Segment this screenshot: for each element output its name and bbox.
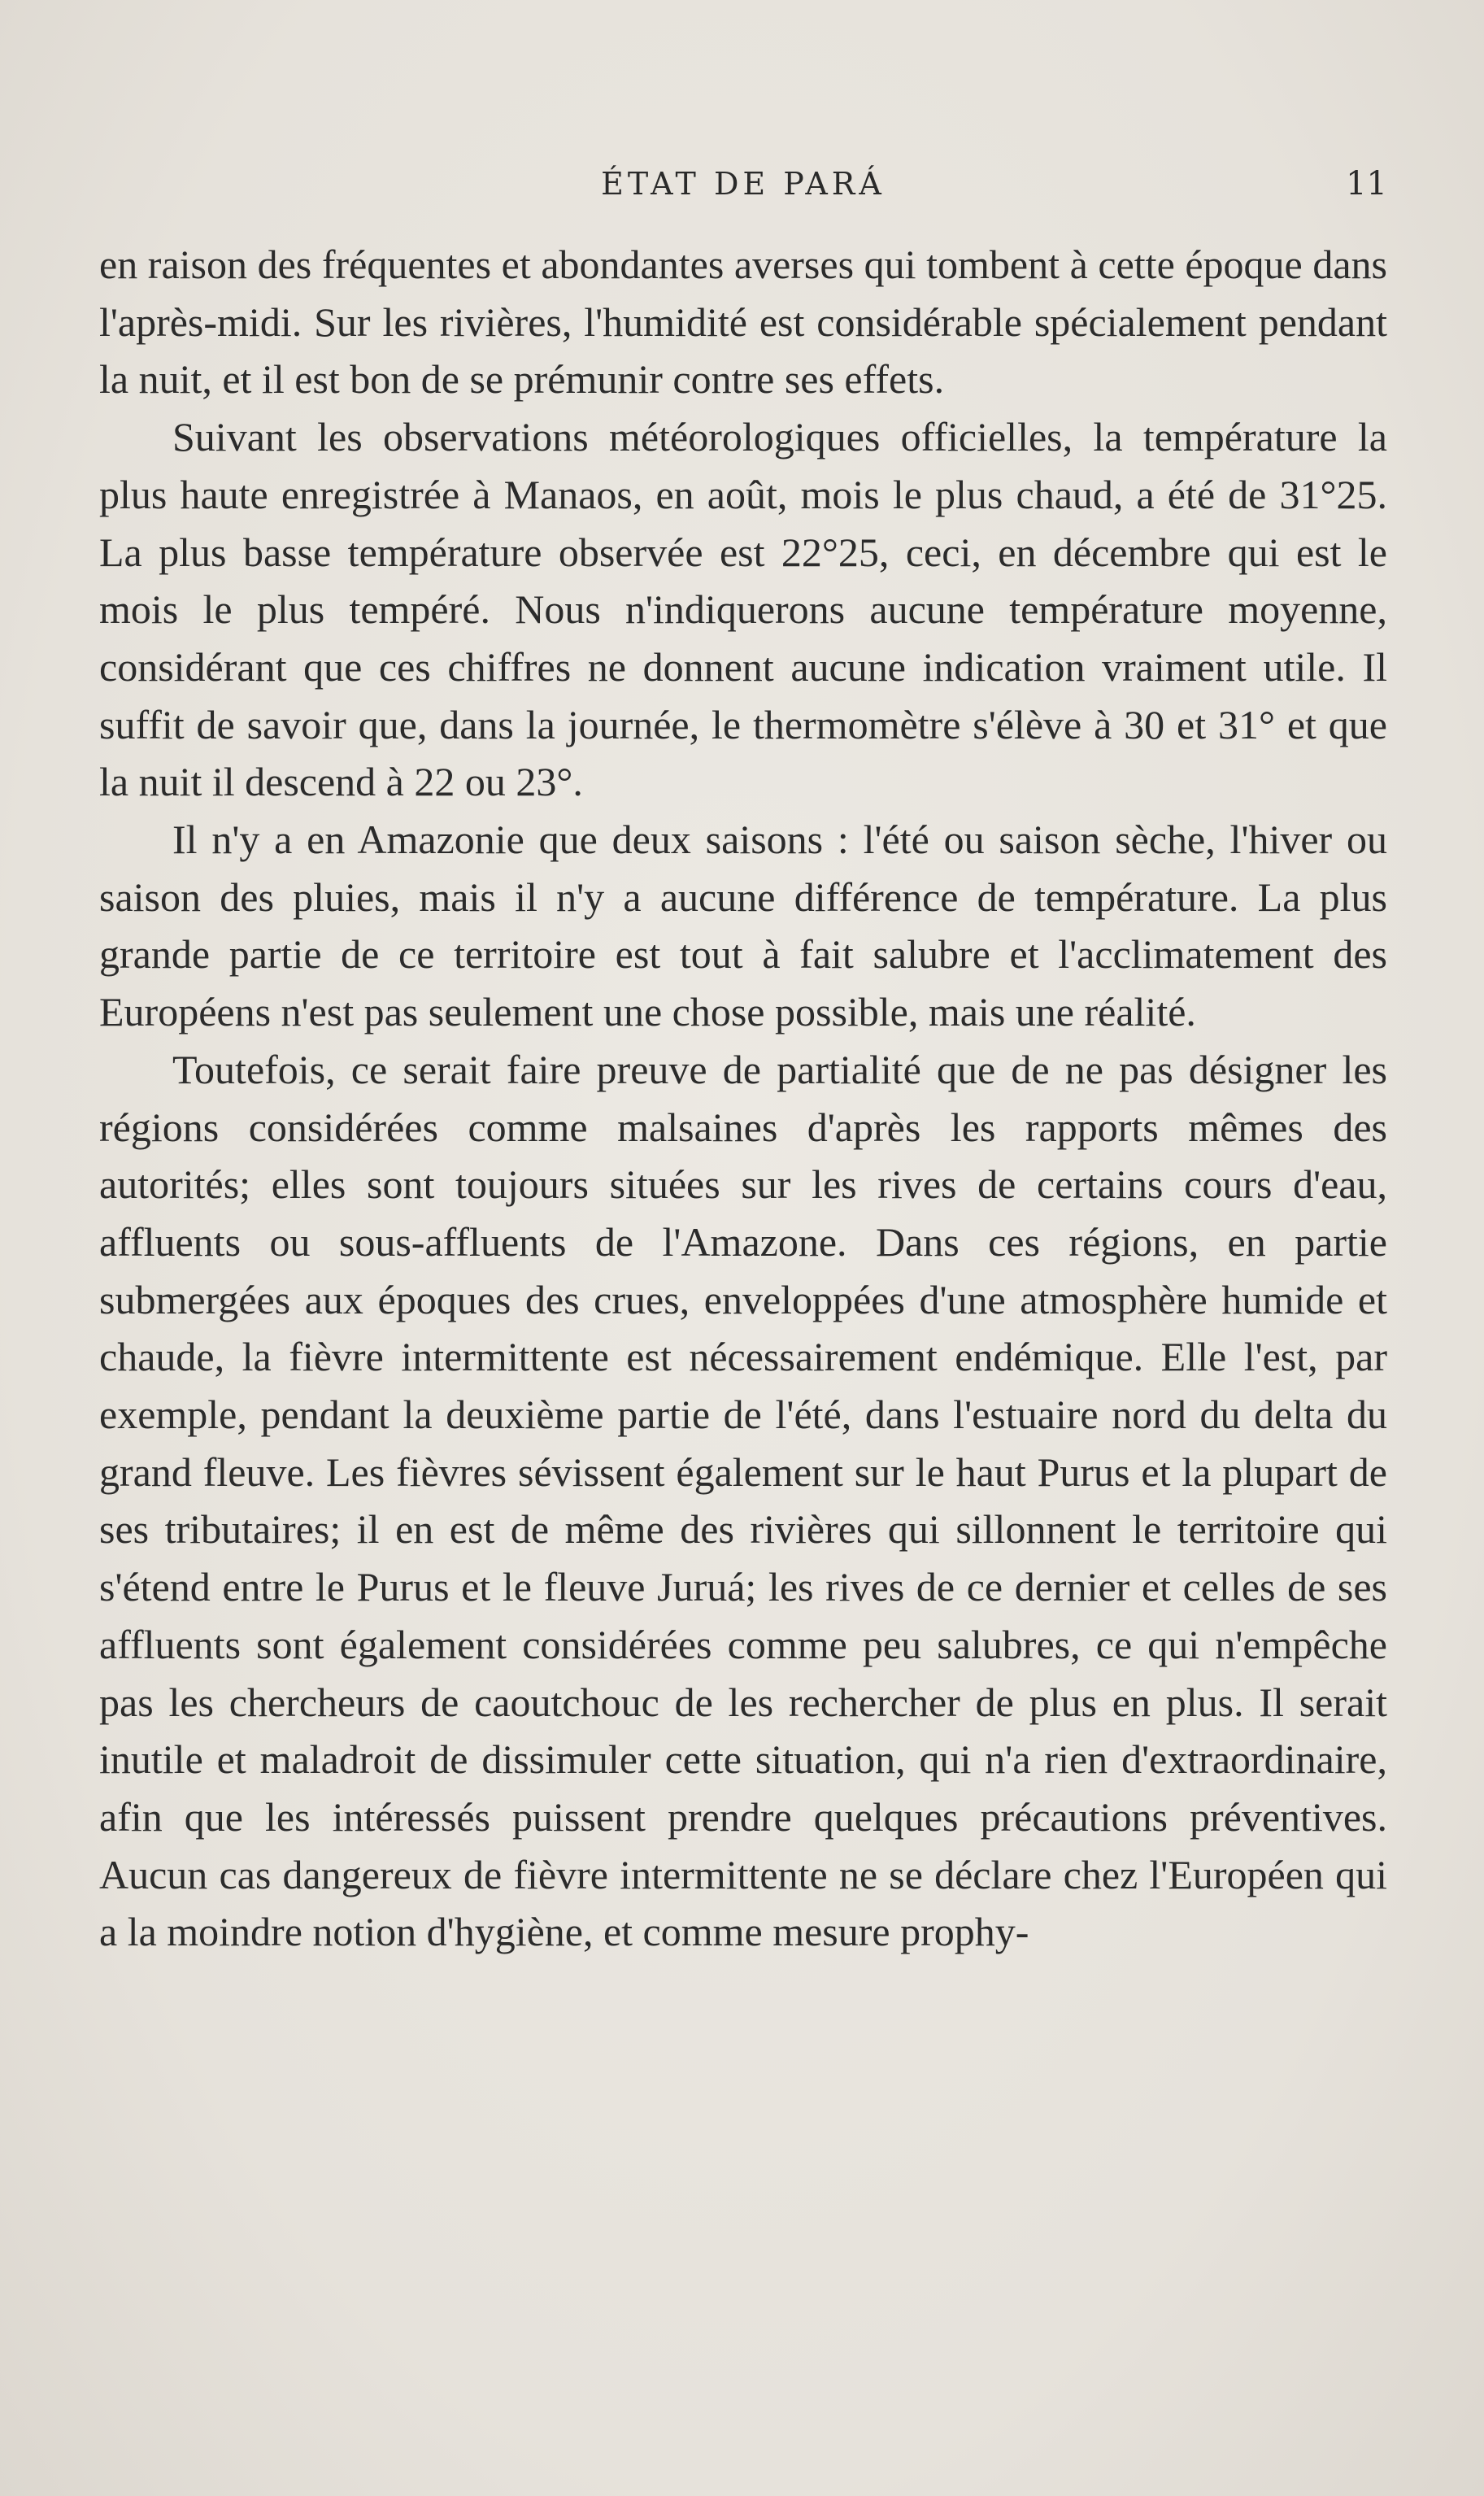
running-title: ÉTAT DE PARÁ <box>601 166 886 202</box>
page-number: 11 <box>1346 165 1387 203</box>
body-text <box>99 236 1387 1961</box>
running-head <box>99 159 1387 208</box>
paragraph-3: Il n'y a en Amazonie que deux saisons : l'été ou saison sèche, l'hiver ou saison des pluies, mais il n'y a aucune différence de température. La plus grande partie de ce territoire est tout à fait salubre et l'acclimatement des Européens n'est pas seulement une chose possible, mais une réalité. <box>99 817 1387 1035</box>
paragraph-1: en raison des fréquentes et abondantes averses qui tombent à cette époque dans l'après-midi. Sur les rivières, l'humidité est considérable spécialement pendant la nuit, et il est bon de se prémunir contre ses effets. <box>99 242 1387 403</box>
paragraph-2: Suivant les observations météorologiques officielles, la température la plus haute enregistrée à Manaos, en août, mois le plus chaud, a été de 31°25. La plus basse température observée est 22°25, ceci, en décembre qui est le mois le plus tempéré. Nous n'indiquerons aucune température moyenne, considérant que ces chiffres ne donnent aucune indication vraiment utile. Il suffit de savoir que, dans la journée, le thermomètre s'élève à 30 et 31° et que la nuit il descend à 22 ou 23°. <box>99 414 1387 805</box>
paragraph-4: Toutefois, ce serait faire preuve de partialité que de ne pas désigner les régions considérées comme malsaines d'après les rapports mêmes des autorités; elles sont toujours situées sur les rives de certains cours d'eau, affluents ou sous-affluents de l'Amazone. Dans ces régions, en partie submergées aux époques des crues, enveloppées d'une atmosphère humide et chaude, la fièvre intermittente est nécessairement endémique. Elle l'est, par exemple, pendant la deuxième partie de l'été, dans l'estuaire nord du delta du grand fleuve. Les fièvres sévissent également sur le haut Purus et la plupart de ses tributaires; il en est de même des rivières qui sillonnent le territoire qui s'étend entre le Purus et le fleuve Juruá; les rives de ce dernier et celles de ses affluents sont également considérées comme peu salubres, ce qui n'empêche pas les chercheurs de caoutchouc de les rechercher de plus en plus. Il serait inutile et maladroit de dissimuler cette situation, qui n'a rien d'extraordinaire, afin que les intéressés puissent prendre quelques précautions préventives. Aucun cas dangereux de fièvre intermittente ne se déclare chez l'Européen qui a la moindre notion d'hygiène, et comme mesure prophy- <box>99 1046 1387 1955</box>
